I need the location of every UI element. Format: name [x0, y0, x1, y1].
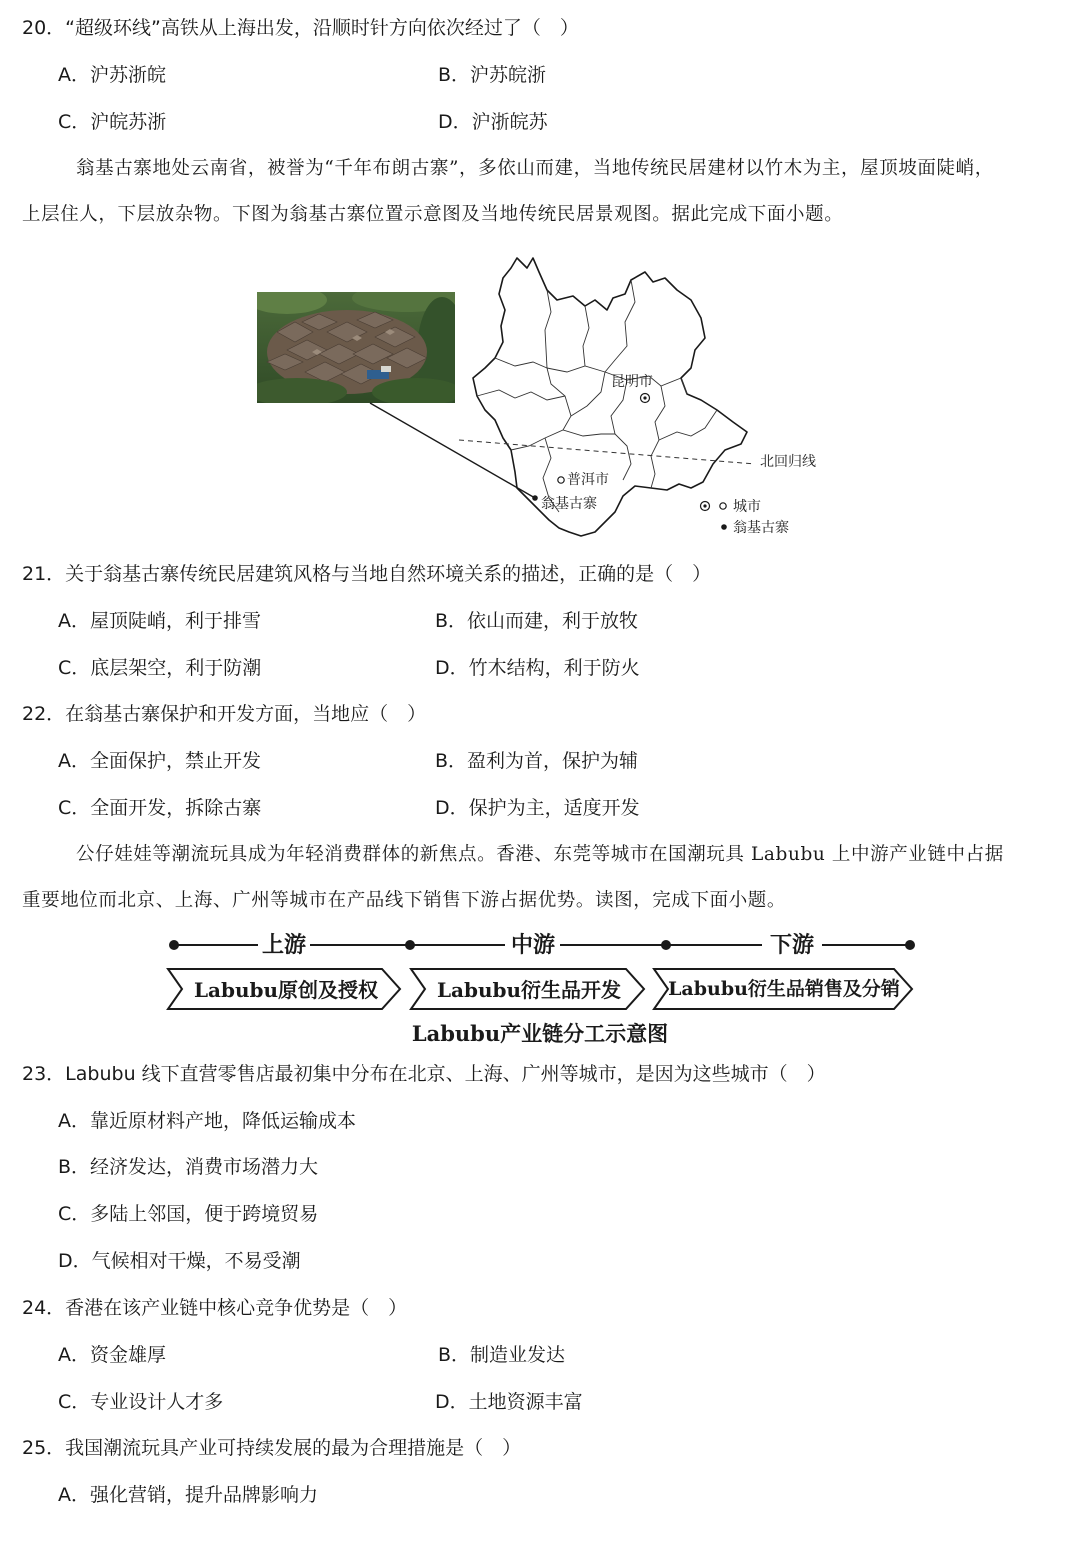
chain-box-1: Labubu原创及授权 [193, 978, 379, 1002]
q21-option-c: C．底层架空，利于防潮 [58, 657, 262, 679]
passage1-line1: 翁基古寨地处云南省，被誉为“千年布朗古寨”，多依山而建，当地传统民居建材以竹木为主，屋顶坡面陡峭， [76, 158, 994, 179]
q24-option-a: A．资金雄厚 [58, 1344, 166, 1366]
q23-option-c: C．多陆上邻国，便于跨境贸易 [58, 1203, 319, 1225]
legend-city-label: 城市 [733, 499, 761, 515]
chain-title: Labubu产业链分工示意图 [411, 1021, 669, 1046]
q20-option-d: D．沪浙皖苏 [438, 111, 548, 133]
q22-option-c: C．全面开发，拆除古寨 [58, 797, 262, 819]
legend-village-label: 翁基古寨 [733, 520, 789, 536]
puer-label: 普洱市 [567, 472, 609, 488]
stage-upstream: 上游 [261, 932, 307, 958]
stage-midstream: 中游 [510, 932, 556, 958]
q25-option-a: A．强化营销，提升品牌影响力 [58, 1484, 318, 1506]
tropic-line [459, 440, 755, 464]
passage2-line1: 公仔娃娃等潮流玩具成为年轻消费群体的新焦点。香港、东莞等城市在国潮玩具 Labubu 上中游产业链中占据 [76, 844, 1004, 865]
stage-downstream: 下游 [769, 932, 815, 958]
location-map [455, 250, 845, 550]
passage1-line2: 上层住人，下层放杂物。下图为翁基古寨位置示意图及当地传统民居景观图。据此完成下面小题。 [22, 204, 844, 225]
q21-option-b: B．依山而建，利于放牧 [435, 610, 639, 632]
q23-option-b: B．经济发达，消费市场潜力大 [58, 1156, 319, 1178]
q21-stem: 21．关于翁基古寨传统民居建筑风格与当地自然环境关系的描述，正确的是（ ） [22, 563, 712, 585]
q24-stem: 24．香港在该产业链中核心竞争优势是（ ） [22, 1297, 408, 1319]
q23-option-a: A．靠近原材料产地，降低运输成本 [58, 1110, 356, 1132]
q25-stem: 25．我国潮流玩具产业可持续发展的最为合理措施是（ ） [22, 1437, 522, 1459]
q20-option-c: C．沪皖苏浙 [58, 111, 167, 133]
q24-option-b: B．制造业发达 [438, 1344, 566, 1366]
tropic-label: 北回归线 [760, 454, 816, 470]
q24-option-c: C．专业设计人才多 [58, 1391, 224, 1413]
q22-option-a: A．全面保护，禁止开发 [58, 750, 261, 772]
q22-stem: 22．在翁基古寨保护和开发方面，当地应（ ） [22, 703, 427, 725]
wengji-label: 翁基古寨 [541, 496, 597, 512]
kunming-label: 昆明市 [611, 374, 653, 390]
q22-option-d: D．保护为主，适度开发 [435, 797, 640, 819]
q20-stem: 20．“超级环线”高铁从上海出发，沿顺时针方向依次经过了（ ） [22, 17, 579, 39]
chain-box-2: Labubu衍生品开发 [436, 978, 622, 1002]
yunnan-outline [473, 258, 747, 536]
passage2-line2: 重要地位而北京、上海、广州等城市在产品线下销售下游占据优势。读图，完成下面小题。 [22, 890, 787, 911]
wengji-dot [532, 495, 538, 501]
q20-option-a: A．沪苏浙皖 [58, 64, 166, 86]
q21-option-a: A．屋顶陡峭，利于排雪 [58, 610, 261, 632]
industry-chain-diagram [160, 925, 920, 1017]
q23-option-d: D．气候相对干燥，不易受潮 [58, 1250, 301, 1272]
q23-stem: 23．Labubu 线下直营零售店最初集中分布在北京、上海、广州等城市，是因为这些城市（ ） [22, 1063, 826, 1085]
q20-option-b: B．沪苏皖浙 [438, 64, 547, 86]
q24-option-d: D．土地资源丰富 [435, 1391, 583, 1413]
q21-option-d: D．竹木结构，利于防火 [435, 657, 640, 679]
q22-option-b: B．盈利为首，保护为辅 [435, 750, 639, 772]
village-photo [257, 292, 455, 403]
chain-box-3: Labubu衍生品销售及分销 [668, 978, 900, 1000]
